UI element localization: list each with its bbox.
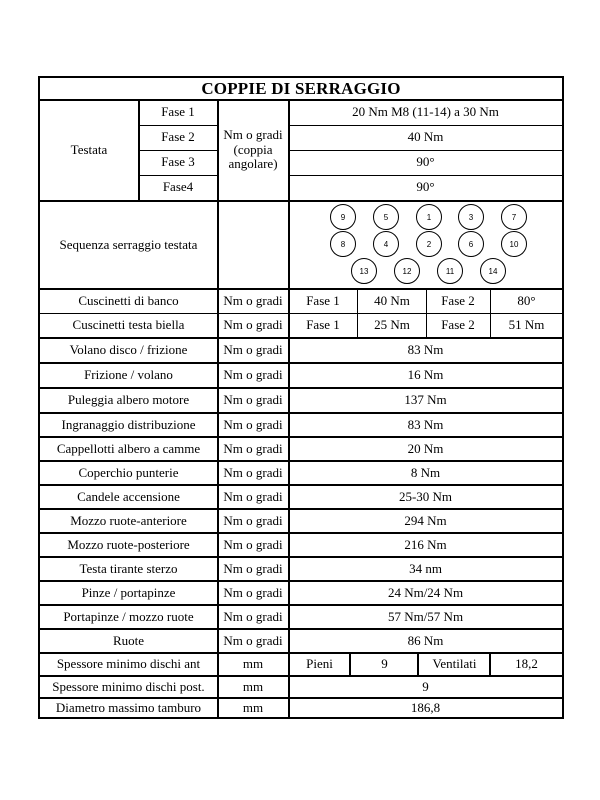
torque-specs-table	[38, 76, 564, 719]
bearing-value-1: 40 Nm	[374, 293, 410, 309]
bolt-marker: 12	[394, 258, 420, 284]
bolt-marker: 10	[501, 231, 527, 257]
disc-rear-unit: mm	[242, 678, 264, 694]
row-label: Candele accensione	[77, 488, 180, 504]
disc-front-value-2: 18,2	[515, 656, 538, 672]
disc-front-label: Spessore minimo dischi ant	[56, 656, 201, 672]
row-label: Ruote	[112, 632, 145, 648]
testata-phase-4: Fase4	[162, 179, 194, 195]
row-value: 24 Nm/24 Nm	[387, 584, 464, 600]
testata-label: Testata	[70, 141, 108, 157]
row-value: 57 Nm/57 Nm	[387, 608, 464, 624]
disc-rear-label: Spessore minimo dischi post.	[52, 678, 205, 694]
row-unit: Nm o gradi	[223, 464, 283, 480]
row-unit: Nm o gradi	[223, 416, 283, 432]
row-unit: Nm o gradi	[223, 608, 283, 624]
row-unit: Nm o gradi	[223, 440, 283, 456]
row-unit: Nm o gradi	[223, 392, 283, 408]
disc-front-type-2: Ventilati	[432, 656, 477, 672]
bolt-marker: 1	[416, 204, 442, 230]
row-value: 34 nm	[409, 560, 442, 576]
row-label: Ingranaggio distribuzione	[61, 416, 196, 432]
drum-unit: mm	[242, 699, 264, 715]
row-value: 83 Nm	[407, 416, 444, 432]
bolt-marker: 2	[416, 231, 442, 257]
bearing-unit: Nm o gradi	[223, 293, 283, 309]
bearing-value-1: 25 Nm	[374, 317, 410, 333]
drum-value: 186,8	[410, 699, 441, 715]
row-value: 86 Nm	[407, 632, 444, 648]
bearing-label: Cuscinetti di banco	[78, 293, 179, 309]
row-value: 8 Nm	[410, 464, 441, 480]
row-unit: Nm o gradi	[223, 584, 283, 600]
row-unit: Nm o gradi	[223, 367, 283, 383]
row-label: Mozzo ruote-anteriore	[70, 512, 187, 528]
bolt-marker: 6	[458, 231, 484, 257]
bolt-marker: 11	[437, 258, 463, 284]
bolt-marker: 9	[330, 204, 356, 230]
bolt-marker: 13	[351, 258, 377, 284]
row-label: Pinze / portapinze	[81, 584, 176, 600]
table-title: COPPIE DI SERRAGGIO	[201, 79, 401, 99]
row-label: Coperchio punterie	[78, 464, 179, 480]
row-label: Mozzo ruote-posteriore	[67, 536, 190, 552]
row-value: 294 Nm	[404, 512, 447, 528]
bolt-marker: 5	[373, 204, 399, 230]
bolt-marker: 8	[330, 231, 356, 257]
testata-phase-3: Fase 3	[161, 154, 195, 170]
row-value: 16 Nm	[407, 367, 444, 383]
testata-value-2: 40 Nm	[407, 129, 444, 145]
testata-unit: Nm o gradi (coppia angolare)	[223, 127, 283, 172]
disc-front-value-1: 9	[381, 656, 388, 672]
row-unit: Nm o gradi	[223, 488, 283, 504]
row-unit: Nm o gradi	[223, 632, 283, 648]
testata-phase-1: Fase 1	[161, 104, 195, 120]
testata-value-1: 20 Nm M8 (11-14) a 30 Nm	[352, 104, 499, 120]
row-unit: Nm o gradi	[223, 512, 283, 528]
bearing-phase-2: Fase 2	[441, 317, 475, 333]
row-label: Portapinze / mozzo ruote	[63, 608, 194, 624]
bearing-value-2: 80°	[517, 293, 536, 309]
tightening-sequence-diagram	[289, 202, 562, 288]
row-value: 137 Nm	[404, 392, 447, 408]
bolt-marker: 3	[458, 204, 484, 230]
bearing-phase-1: Fase 1	[306, 317, 340, 333]
bearing-phase-2: Fase 2	[441, 293, 475, 309]
row-label: Volano disco / frizione	[69, 342, 188, 358]
row-label: Testa tirante sterzo	[79, 560, 178, 576]
row-value: 25-30 Nm	[398, 488, 453, 504]
row-unit: Nm o gradi	[223, 560, 283, 576]
bolt-marker: 7	[501, 204, 527, 230]
bearing-value-2: 51 Nm	[508, 317, 545, 333]
row-label: Cappellotti albero a camme	[56, 440, 201, 456]
testata-phase-2: Fase 2	[161, 129, 195, 145]
bearing-phase-1: Fase 1	[306, 293, 340, 309]
row-label: Puleggia albero motore	[67, 392, 190, 408]
row-label: Frizione / volano	[84, 367, 173, 383]
sequence-label: Sequenza serraggio testata	[59, 236, 198, 252]
disc-front-unit: mm	[242, 656, 264, 672]
testata-value-3: 90°	[416, 154, 435, 170]
row-value: 83 Nm	[407, 342, 444, 358]
testata-value-4: 90°	[416, 179, 435, 195]
row-unit: Nm o gradi	[223, 342, 283, 358]
bolt-marker: 4	[373, 231, 399, 257]
row-unit: Nm o gradi	[223, 536, 283, 552]
row-value: 216 Nm	[404, 536, 447, 552]
bearing-label: Cuscinetti testa biella	[72, 317, 185, 333]
row-value: 20 Nm	[407, 440, 444, 456]
bearing-unit: Nm o gradi	[223, 317, 283, 333]
bolt-marker: 14	[480, 258, 506, 284]
disc-front-type-1: Pieni	[306, 656, 333, 672]
disc-rear-value: 9	[422, 678, 429, 694]
drum-label: Diametro massimo tamburo	[55, 699, 202, 715]
